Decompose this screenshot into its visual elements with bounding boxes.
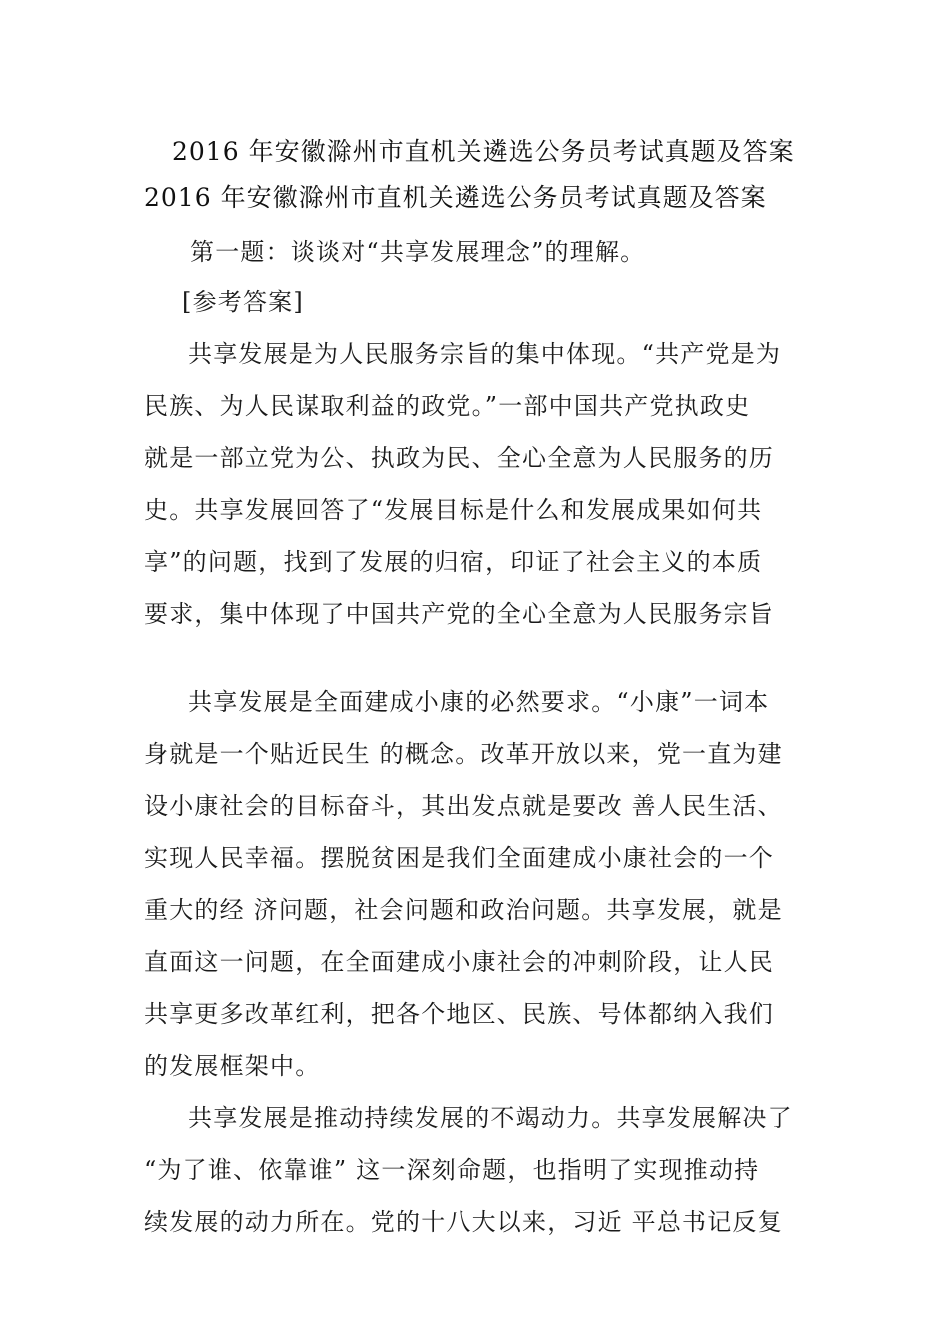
paragraph-2-line: 共享发展是全面建成小康的必然要求。“小康”一词本 <box>188 688 770 716</box>
question-heading: 第一题：谈谈对“共享发展理念”的理解。 <box>190 238 646 266</box>
document-title: 2016 年安徽滁州市直机关遴选公务员考试真题及答案 <box>172 137 795 166</box>
paragraph-2-line: 身就是一个贴近民生 的概念。改革开放以来，党一直为建 <box>144 740 783 768</box>
paragraph-1-line: 要求，集中体现了中国共产党的全心全意为人民服务宗旨 <box>144 600 774 628</box>
paragraph-3-line: 共享发展是推动持续发展的不竭动力。共享发展解决了 <box>188 1104 793 1132</box>
paragraph-2-line: 共享更多改革红利，把各个地区、民族、号体都纳入我们 <box>144 1000 774 1028</box>
paragraph-2-line: 直面这一问题，在全面建成小康社会的冲刺阶段，让人民 <box>144 948 774 976</box>
paragraph-3-line: 续发展的动力所在。党的十八大以来，习近 平总书记反复 <box>144 1208 783 1236</box>
paragraph-1-line: 史。共享发展回答了“发展目标是什么和发展成果如何共 <box>144 496 763 524</box>
paragraph-1-line: 民族、为人民谋取利益的政党。”一部中国共产党执政史 <box>144 392 751 420</box>
paragraph-2-line: 的发展框架中。 <box>144 1052 321 1080</box>
paragraph-2-line: 实现人民幸福。摆脱贫困是我们全面建成小康社会的一个 <box>144 844 774 872</box>
document-title-repeat: 2016 年安徽滁州市直机关遴选公务员考试真题及答案 <box>144 183 767 212</box>
paragraph-1-line: 享”的问题，找到了发展的归宿，印证了社会主义的本质 <box>144 548 763 576</box>
paragraph-3-line: “为了谁、依靠谁” 这一深刻命题，也指明了实现推动持 <box>144 1156 760 1184</box>
paragraph-2-line: 重大的经 济问题，社会问题和政治问题。共享发展，就是 <box>144 896 783 924</box>
paragraph-1-line: 共享发展是为人民服务宗旨的集中体现。“共产党是为 <box>188 340 782 368</box>
answer-label: [参考答案] <box>182 288 304 316</box>
paragraph-2-line: 设小康社会的目标奋斗，其出发点就是要改 善人民生活、 <box>144 792 783 820</box>
paragraph-1-line: 就是一部立党为公、执政为民、全心全意为人民服务的历 <box>144 444 774 472</box>
